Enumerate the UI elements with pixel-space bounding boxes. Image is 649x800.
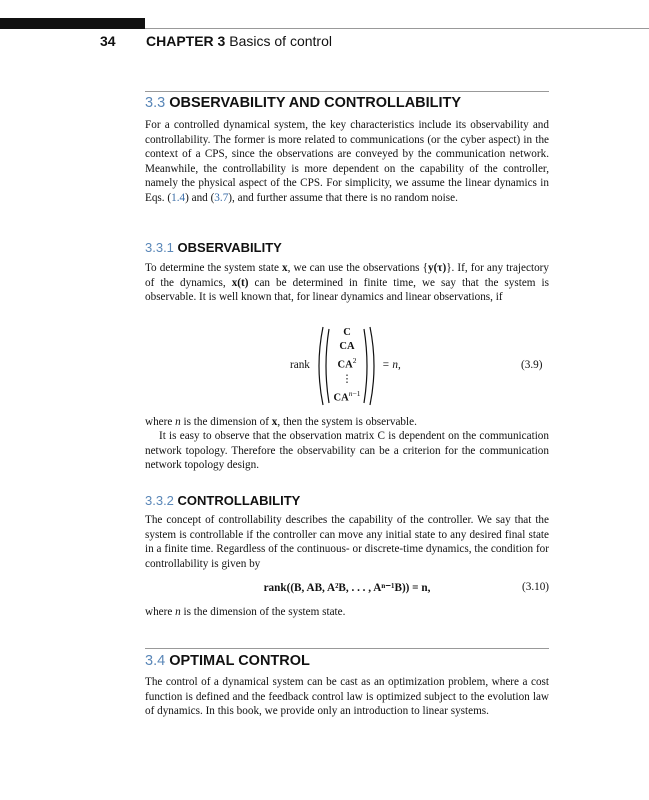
paragraph: where n is the dimension of the system state. — [145, 606, 346, 618]
subsection-title: OBSERVABILITY — [177, 240, 282, 255]
subsection-title: CONTROLLABILITY — [177, 493, 301, 508]
chapter-title: Basics of control — [229, 33, 332, 49]
section-rule — [145, 648, 549, 649]
chapter-label: CHAPTER 3 — [146, 33, 226, 49]
section-heading — [145, 95, 461, 111]
running-header — [146, 33, 332, 49]
controllability-equation: rank((B, AB, A²B, . . . , Aⁿ⁻¹B)) = n, — [263, 582, 431, 594]
paragraph: It is easy to observe that the observation matrix C is dependent on the communication network topology. Therefore the observability can be a criterion for the communication network topology design. — [145, 430, 549, 472]
header-rule — [145, 28, 649, 29]
section-rule — [145, 91, 549, 92]
section-number: 3.4 — [145, 653, 166, 669]
subsection-number: 3.3.1 — [145, 240, 174, 255]
matrix-row: CA — [339, 341, 355, 352]
section-title: OPTIMAL CONTROL — [169, 653, 310, 669]
matrix-row: ⋮ — [341, 373, 353, 385]
paragraph: The concept of controllability describes the capability of the controller. We say that the system is controllable if the controller can move any initial state to any desired final state in a finite time. Regardless of the continuous- or discrete-time dynamics, the condition for controllability is given by — [145, 514, 549, 570]
matrix-row: $CA^{n-1}$ — [333, 388, 361, 403]
paragraph: where n is the dimension of x, then the system is observable. — [145, 416, 417, 428]
matrix-row: C — [343, 327, 351, 338]
equation-link[interactable]: 1.4 — [171, 191, 186, 204]
equation-number: (3.9) — [521, 359, 543, 371]
header-bar — [0, 18, 145, 29]
paragraph: The control of a dynamical system can be cast as an optimization problem, where a cost function is defined and the feedback control law is optimized subject to the evolution law of dynamics. In this book, we provide only an introduction to linear systems. — [145, 676, 549, 718]
section-title: OBSERVABILITY AND CONTROLLABILITY — [169, 95, 462, 111]
matrix-row: $CA^2$ — [337, 356, 357, 371]
eq-rank-label: rank — [290, 359, 310, 371]
paragraph: To determine the system state x, we can use the observations {y(τ)}. If, for any trajectory of the dynamics, x(t) can be determined in finite time, we say that the system is observable. It is well known that, for linear dynamics and linear observations, if — [145, 262, 549, 304]
matrix-column — [330, 326, 364, 405]
eq-rhs: = n, — [382, 359, 401, 371]
subsection-heading — [145, 493, 300, 508]
subsection-heading — [145, 240, 282, 255]
equation-link[interactable]: 3.7 — [214, 191, 229, 204]
section-number: 3.3 — [145, 95, 166, 111]
page-number: 34 — [100, 33, 116, 49]
paragraph: For a controlled dynamical system, the key characteristics include its observability and controllability. The former is more related to communications (or the cyber aspect) in the context of a CPS, since the observations are conveyed by the communication network. Meanwhile, the controllability is more dependent on the capability of the controller, namely the physical aspect of the CPS. For simplicity, we assume the linear dynamics in Eqs. (1.4) and (3.7), and further assume that there is no random noise. — [145, 119, 549, 204]
equation-number: (3.10) — [522, 581, 550, 593]
section-heading — [145, 653, 310, 669]
subsection-number: 3.3.2 — [145, 493, 174, 508]
